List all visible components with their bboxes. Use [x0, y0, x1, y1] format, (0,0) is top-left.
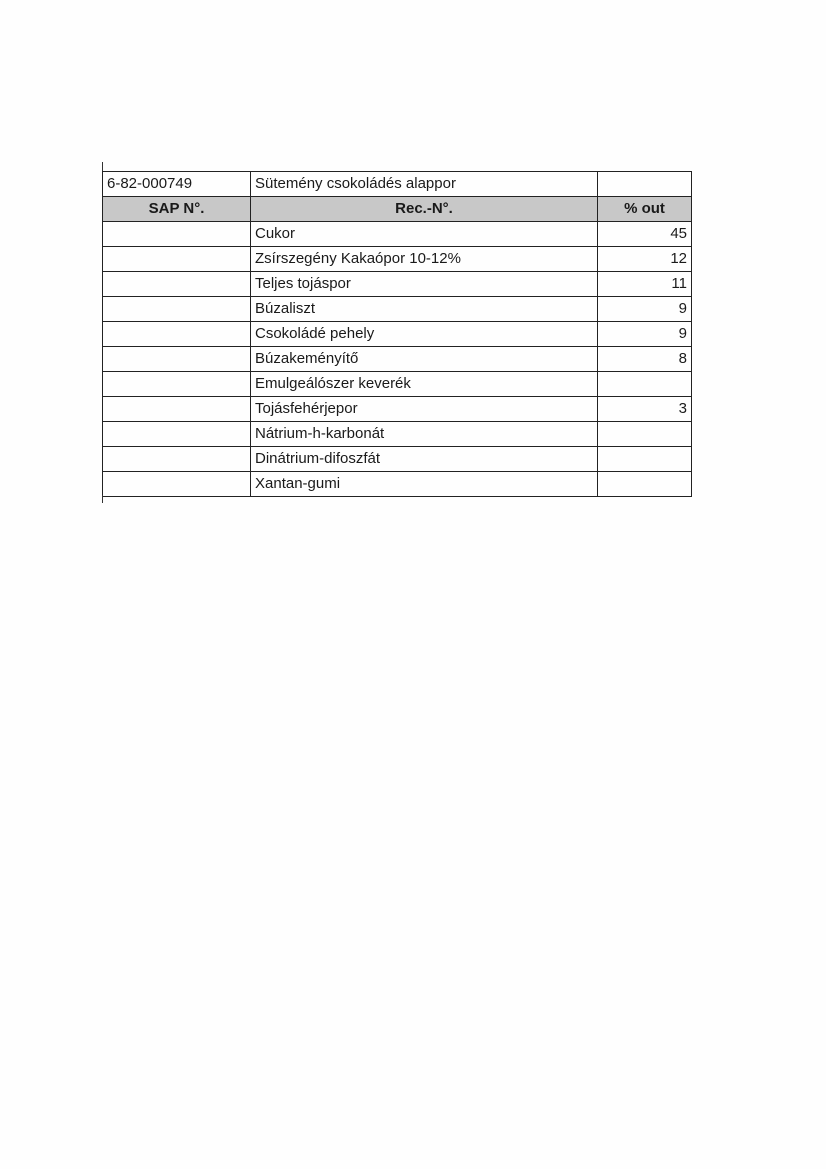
row-percent-out: 9	[598, 297, 692, 322]
row-sap-cell	[103, 247, 251, 272]
row-percent-out	[598, 447, 692, 472]
product-name: Sütemény csokoládés alappor	[251, 172, 598, 197]
cut-mark-bottom	[102, 495, 103, 503]
header-row	[103, 197, 692, 222]
table-row	[103, 222, 692, 247]
table-row	[103, 297, 692, 322]
product-extra	[598, 172, 692, 197]
row-ingredient-name: Teljes tojáspor	[251, 272, 598, 297]
row-ingredient-name: Cukor	[251, 222, 598, 247]
row-sap-cell	[103, 222, 251, 247]
row-ingredient-name: Emulgeálószer keverék	[251, 372, 598, 397]
row-ingredient-name: Csokoládé pehely	[251, 322, 598, 347]
header-out: % out	[598, 197, 692, 222]
row-percent-out: 45	[598, 222, 692, 247]
row-sap-cell	[103, 397, 251, 422]
product-code: 6-82-000749	[103, 172, 251, 197]
row-sap-cell	[103, 447, 251, 472]
recipe-table	[102, 171, 692, 497]
row-ingredient-name: Zsírszegény Kakaópor 10-12%	[251, 247, 598, 272]
row-percent-out: 11	[598, 272, 692, 297]
ingredient-rows	[103, 222, 692, 497]
row-percent-out: 8	[598, 347, 692, 372]
table-row	[103, 247, 692, 272]
row-sap-cell	[103, 472, 251, 497]
table-row	[103, 447, 692, 472]
table-row	[103, 422, 692, 447]
header-rec: Rec.-N°.	[251, 197, 598, 222]
row-percent-out: 12	[598, 247, 692, 272]
row-sap-cell	[103, 347, 251, 372]
table-row	[103, 397, 692, 422]
row-percent-out	[598, 472, 692, 497]
row-ingredient-name: Xantan-gumi	[251, 472, 598, 497]
row-sap-cell	[103, 372, 251, 397]
row-sap-cell	[103, 422, 251, 447]
table-row	[103, 347, 692, 372]
row-ingredient-name: Búzaliszt	[251, 297, 598, 322]
row-percent-out	[598, 372, 692, 397]
row-sap-cell	[103, 297, 251, 322]
row-ingredient-name: Tojásfehérjepor	[251, 397, 598, 422]
table-row	[103, 322, 692, 347]
product-row	[103, 172, 692, 197]
row-percent-out	[598, 422, 692, 447]
row-percent-out: 3	[598, 397, 692, 422]
row-ingredient-name: Nátrium-h-karbonát	[251, 422, 598, 447]
row-sap-cell	[103, 322, 251, 347]
row-percent-out: 9	[598, 322, 692, 347]
row-ingredient-name: Búzakeményítő	[251, 347, 598, 372]
table-row	[103, 472, 692, 497]
table-row	[103, 272, 692, 297]
header-sap: SAP N°.	[103, 197, 251, 222]
row-ingredient-name: Dinátrium-difoszfát	[251, 447, 598, 472]
row-sap-cell	[103, 272, 251, 297]
table-row	[103, 372, 692, 397]
